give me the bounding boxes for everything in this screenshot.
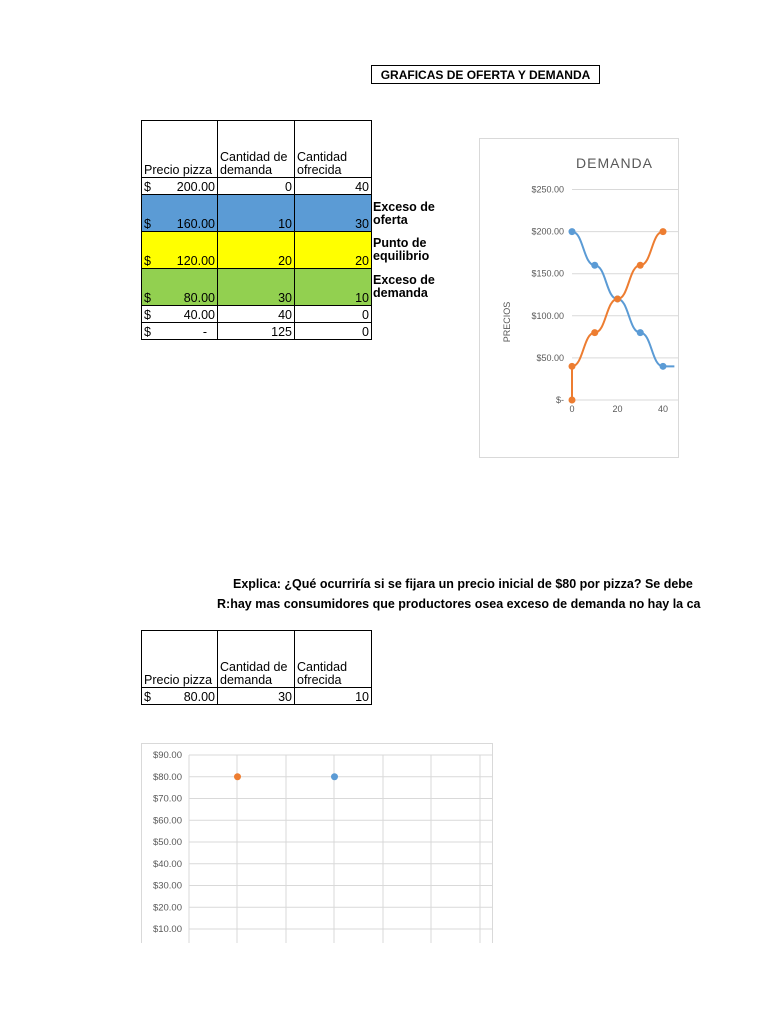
series-line bbox=[572, 232, 674, 367]
price-cell[interactable]: $ 80.00 bbox=[142, 269, 218, 306]
y-tick-label: $50.00 bbox=[152, 837, 182, 848]
note-equilibrium: Punto de equilibrio bbox=[373, 236, 430, 263]
x-tick-label: 0 bbox=[569, 404, 575, 414]
data-point[interactable] bbox=[569, 397, 576, 404]
data-point[interactable] bbox=[637, 329, 644, 336]
y-tick-label: $40.00 bbox=[152, 858, 182, 870]
price-cell[interactable]: $ 120.00 bbox=[142, 232, 218, 269]
y-tick-label: $200.00 bbox=[531, 226, 564, 237]
table-row bbox=[142, 323, 372, 340]
price-80-chart-svg bbox=[142, 744, 493, 943]
y-tick-label: $90.00 bbox=[152, 750, 182, 761]
price-cell[interactable]: $ 40.00 bbox=[142, 306, 218, 323]
data-point[interactable] bbox=[660, 363, 667, 370]
chart-title: DEMANDA bbox=[576, 155, 654, 171]
header-supply[interactable]: Cantidad ofrecida bbox=[295, 121, 372, 178]
y-tick-label: $80.00 bbox=[152, 771, 182, 783]
page-title: GRAFICAS DE OFERTA Y DEMANDA bbox=[371, 65, 600, 84]
table-header-row bbox=[142, 121, 372, 178]
answer-text: R:hay mas consumidores que productores osea exceso de demanda no hay la ca bbox=[217, 597, 701, 611]
price-cell[interactable]: $ 200.00 bbox=[142, 178, 218, 195]
table-row bbox=[142, 195, 372, 232]
note-excess-demand: Exceso de demanda bbox=[373, 273, 435, 300]
supply-demand-table bbox=[141, 120, 372, 340]
supply-cell[interactable]: 30 bbox=[295, 195, 372, 232]
y-tick-label: $60.00 bbox=[152, 815, 182, 827]
y-axis-label: PRECIOS bbox=[502, 301, 512, 343]
supply-cell[interactable]: 10 bbox=[295, 269, 372, 306]
table-row bbox=[142, 178, 372, 195]
price-cell[interactable]: $ - bbox=[142, 323, 218, 340]
header-price[interactable]: Precio pizza bbox=[142, 121, 218, 178]
table-row bbox=[142, 688, 372, 705]
x-tick-label: 40 bbox=[657, 404, 669, 414]
y-tick-label: $250.00 bbox=[531, 184, 564, 195]
demand-cell[interactable]: 10 bbox=[218, 195, 295, 232]
header-demand[interactable]: Cantidad de demanda bbox=[218, 121, 295, 178]
y-tick-label: $70.00 bbox=[152, 793, 182, 805]
price-cell[interactable]: $ 160.00 bbox=[142, 195, 218, 232]
supply-cell[interactable]: 0 bbox=[295, 306, 372, 323]
supply-cell[interactable]: 40 bbox=[295, 178, 372, 195]
header-demand[interactable]: Cantidad de demanda bbox=[218, 631, 295, 688]
table-row bbox=[142, 306, 372, 323]
data-point[interactable] bbox=[331, 773, 338, 780]
supply-cell[interactable]: 10 bbox=[295, 688, 372, 705]
data-point[interactable] bbox=[591, 262, 598, 269]
x-tick-label: 20 bbox=[612, 404, 623, 414]
y-tick-label: $10.00 bbox=[152, 924, 182, 935]
y-tick-label: $150.00 bbox=[531, 268, 564, 279]
y-tick-label: $50.00 bbox=[536, 352, 564, 363]
demand-cell[interactable]: 40 bbox=[218, 306, 295, 323]
y-tick-label: $30.00 bbox=[152, 880, 182, 892]
y-tick-label: $100.00 bbox=[531, 310, 564, 321]
demand-cell[interactable]: 30 bbox=[218, 688, 295, 705]
supply-cell[interactable]: 20 bbox=[295, 232, 372, 269]
note-excess-supply: Exceso de oferta bbox=[373, 200, 435, 227]
data-point[interactable] bbox=[569, 228, 576, 235]
y-tick-label: $20.00 bbox=[152, 902, 182, 914]
data-point[interactable] bbox=[614, 295, 621, 302]
table-row bbox=[142, 269, 372, 306]
demand-chart-svg bbox=[480, 139, 679, 458]
data-point[interactable] bbox=[234, 773, 241, 780]
header-supply[interactable]: Cantidad ofrecida bbox=[295, 631, 372, 688]
header-price[interactable]: Precio pizza bbox=[142, 631, 218, 688]
demand-cell[interactable]: 20 bbox=[218, 232, 295, 269]
table-header-row bbox=[142, 631, 372, 688]
price-80-chart[interactable] bbox=[141, 743, 493, 943]
price-cell[interactable]: $ 80.00 bbox=[142, 688, 218, 705]
supply-cell[interactable]: 0 bbox=[295, 323, 372, 340]
table-row bbox=[142, 232, 372, 269]
demand-cell[interactable]: 125 bbox=[218, 323, 295, 340]
data-point[interactable] bbox=[660, 228, 667, 235]
data-point[interactable] bbox=[569, 363, 576, 370]
y-tick-label: $- bbox=[555, 395, 564, 405]
price-80-table bbox=[141, 630, 372, 705]
demand-cell[interactable]: 30 bbox=[218, 269, 295, 306]
question-text: Explica: ¿Qué ocurriría si se fijara un precio inicial de $80 por pizza? Se debe bbox=[233, 577, 693, 591]
demand-cell[interactable]: 0 bbox=[218, 178, 295, 195]
data-point[interactable] bbox=[591, 329, 598, 336]
data-point[interactable] bbox=[637, 262, 644, 269]
demand-chart[interactable] bbox=[479, 138, 679, 458]
